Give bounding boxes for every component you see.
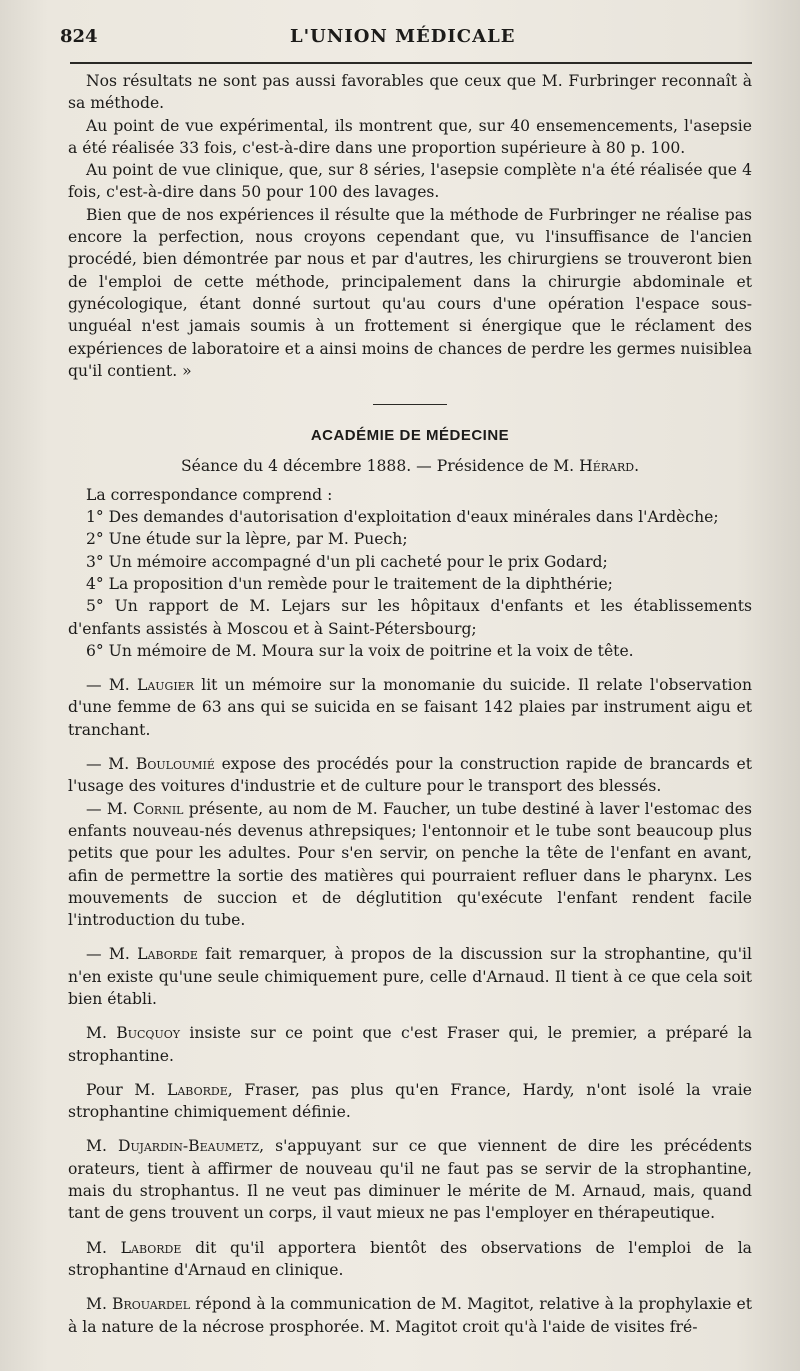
speaker-name: Laborde [137, 945, 198, 964]
paragraph-text: lit un mémoire sur la monomanie du suicide. Il relate l'observation d'une femme de 63 ans qui se suicida en se faisant 142 plaies par instrument aigu et tranchant. [68, 676, 752, 739]
list-item: 3° Un mémoire accompagné d'un pli cacheté pour le prix Godard; [86, 552, 608, 571]
president-name: Hérard [579, 457, 635, 476]
section-title: ACADÉMIE DE MÉDECINE [310, 427, 510, 445]
list-item: 1° Des demandes d'autorisation d'exploitation d'eaux minérales dans l'Ardèche; [86, 508, 719, 527]
speaker-paragraph [68, 1293, 752, 1338]
speaker-paragraph [68, 753, 752, 798]
speaker-name: Cornil [132, 799, 184, 818]
paragraph-lead: — M. [86, 676, 137, 695]
speaker-paragraph [68, 798, 752, 932]
speaker-paragraph [68, 943, 752, 1010]
intro-paragraph: Bien que de nos expériences il résulte que la méthode de Furbringer ne réalise pas encore la perfection, nous croyons cependant que, vu l'insuffisance de l'ancien procédé, bien démontrée par nous et par d'autres, les chirurgiens se trouveront bien de l'emploi de cette méthode, principalement dans la chirurgie abdominale et gynécologique, étant donné surtout qu'au cours d'une opération l'espace sous-unguéal n'est jamais soumis à un frottement si énergique que le réclament des expériences de laboratoire et a ainsi moins de chances de perdre les germes nuisiblea qu'il contient. » [68, 205, 752, 380]
intro-paragraph: Nos résultats ne sont pas aussi favorables que ceux que M. Furbringer reconnaît à sa méthode. [68, 72, 752, 113]
paragraph-lead: M. [86, 1024, 117, 1043]
speaker-paragraph [68, 1022, 752, 1067]
running-title: L'UNION MÉDICALE [290, 26, 516, 47]
paragraph-text: , s'appuyant sur ce que viennent de dire les précédents orateurs, tient à affirmer de nouveau qu'il ne faut pas se servir de la strophantine, mais du strophantus. Il ne veut pas diminuer le mérite de M. Arnaud, mais, quand tant de gens trouvent un corps, il vaut mieux ne pas l'employer en thérapeutique. [68, 1137, 752, 1223]
correspondence-intro: La correspondance comprend : [86, 485, 333, 504]
header-rule [70, 62, 752, 64]
paragraph-text: expose des procédés pour la construction rapide de brancards et l'usage des voitures d'industrie et de culture pour le transport des blessés. [68, 755, 752, 796]
speaker-name: Dujardin-Beaumetz [117, 1137, 260, 1156]
paragraph-lead: — M. [86, 945, 138, 964]
paragraph-lead: M. [86, 1238, 121, 1257]
article-body [68, 70, 752, 1338]
speaker-name: Laugier [136, 676, 194, 695]
paragraph-text: insiste sur ce point que c'est Fraser qui, le premier, a préparé la strophantine. [68, 1024, 752, 1065]
list-item: 4° La proposition d'un remède pour le traitement de la diphthérie; [86, 574, 613, 593]
page-number: 824 [60, 26, 98, 47]
paragraph-text: présente, au nom de M. Faucher, un tube destiné à laver l'estomac des enfants nouveau-nés devenus athrepsiques; l'entonnoir et le tube sont beaucoup plus petits que pour les adultes. Pour s'en servir, on penche la tête de l'enfant en avant, afin de permettre la sortie des matières qui pourraient refluer dans le pharynx. Les mouvements de succion et de déglutition qu'exécute l'enfant rendent facile l'introduction du tube. [68, 799, 752, 930]
page-header [60, 26, 760, 56]
session-suffix: . [634, 457, 640, 476]
list-item: 6° Un mémoire de M. Moura sur la voix de poitrine et la voix de tête. [86, 641, 634, 660]
intro-paragraph: Au point de vue clinique, que, sur 8 séries, l'asepsie complète n'a été réalisée que 4 fois, c'est-à-dire dans 50 pour 100 des lavages. [68, 161, 752, 202]
list-item: 5° Un rapport de M. Lejars sur les hôpitaux d'enfants et les établissements d'enfants assistés à Moscou et à Saint-Pétersbourg; [68, 597, 752, 638]
list-item: 2° Une étude sur la lèpre, par M. Puech; [86, 530, 408, 549]
session-line [68, 455, 752, 477]
paragraph-lead: — M. [86, 799, 133, 818]
paragraph-lead: M. [86, 1295, 113, 1314]
speaker-name: Bouloumié [135, 755, 215, 774]
paragraph-text: dit qu'il apportera bientôt des observations de l'emploi de la strophantine d'Arnaud en clinique. [68, 1238, 752, 1279]
correspondence-list [68, 506, 752, 662]
paragraph-lead: M. [86, 1137, 118, 1156]
speaker-paragraph [68, 674, 752, 741]
session-prefix: Séance du 4 décembre 1888. — Présidence de M. [180, 457, 580, 476]
paragraph-text: fait remarquer, à propos de la discussion sur la strophantine, qu'il n'en existe qu'une seule chimiquement pure, celle d'Arnaud. Il tient à ce que cela soit bien établi. [68, 945, 752, 1008]
speaker-paragraph [68, 1079, 752, 1124]
speaker-paragraph [68, 1237, 752, 1282]
speaker-name: Laborde [120, 1238, 182, 1257]
paragraph-text: , Fraser, pas plus qu'en France, Hardy, n'ont isolé la vraie strophantine chimiquement définie. [68, 1080, 752, 1122]
paragraph-lead: Pour M. [86, 1080, 167, 1099]
paragraph-text: répond à la communication de M. Magitot, relative à la prophylaxie et à la nature de la nécrose prosphorée. M. Magitot croit qu'à l'aide de visites fré- [68, 1295, 752, 1336]
speaker-paragraph [68, 1135, 752, 1224]
intro-paragraph: Au point de vue expérimental, ils montrent que, sur 40 ensemencements, l'asepsie a été réalisée 33 fois, c'est-à-dire dans une proportion supérieure à 80 p. 100. [68, 116, 752, 157]
speaker-name: Brouardel [112, 1295, 191, 1314]
separator-rule [373, 404, 447, 405]
paragraph-lead: — M. [86, 755, 136, 774]
speaker-name: Laborde [167, 1080, 228, 1099]
speaker-name: Bucquoy [116, 1024, 180, 1043]
